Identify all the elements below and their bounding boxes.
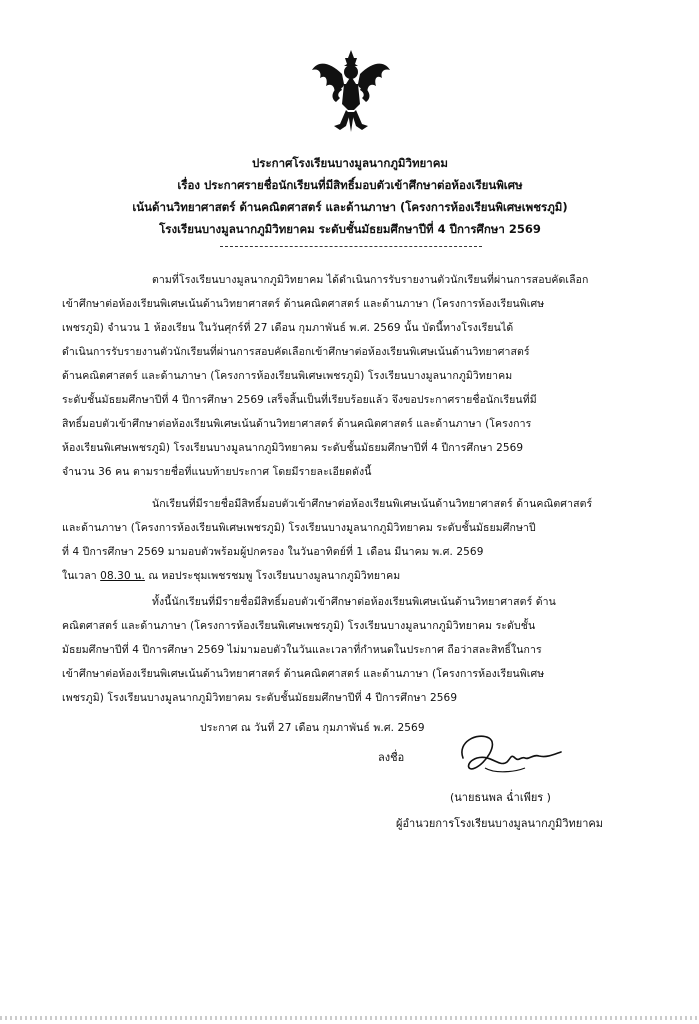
signer-name: (นายธนพล ฉ่ำเพียร ) xyxy=(450,791,551,804)
paragraph-3-line: คณิตศาสตร์ และด้านภาษา (โครงการห้องเรียนพิเศษเพชรภูมิ) โรงเรียนบางมูลนากภูมิวิทยาคม ระดับชั้น xyxy=(62,620,536,632)
announcement-subject-line3: โรงเรียนบางมูลนากภูมิวิทยาคม ระดับชั้นมัธยมศึกษาปีที่ 4 ปีการศึกษา 2569 xyxy=(159,222,541,236)
signer-position: ผู้อำนวยการโรงเรียนบางมูลนากภูมิวิทยาคม xyxy=(396,817,603,830)
paragraph-2-line: นักเรียนที่มีรายชื่อมีสิทธิ์มอบตัวเข้าศึกษาต่อห้องเรียนพิเศษเน้นด้านวิทยาศาสตร์ ด้านคณิตศาสตร์ xyxy=(152,498,593,510)
handwritten-signature xyxy=(455,728,565,780)
paragraph-1-line: ห้องเรียนพิเศษเพชรภูมิ) โรงเรียนบางมูลนากภูมิวิทยาคม ระดับชั้นมัธยมศึกษาปีที่ 4 ปีการศึกษา 2569 xyxy=(62,442,524,454)
paragraph-1-line: ดำเนินการรับรายงานตัวนักเรียนที่ผ่านการสอบคัดเลือกเข้าศึกษาต่อห้องเรียนพิเศษเน้นด้านวิทยาศาสตร์ xyxy=(62,346,530,358)
paragraph-1-line: ด้านคณิตศาสตร์ และด้านภาษา (โครงการห้องเรียนพิเศษเพชรภูมิ) โรงเรียนบางมูลนากภูมิวิทยาคม xyxy=(62,370,513,382)
paragraph-3-line: ทั้งนี้นักเรียนที่มีรายชื่อมีสิทธิ์มอบตัวเข้าศึกษาต่อห้องเรียนพิเศษเน้นด้านวิทยาศาสตร์ ด้าน xyxy=(152,596,556,608)
paragraph-3-line: เข้าศึกษาต่อห้องเรียนพิเศษเน้นด้านวิทยาศาสตร์ ด้านคณิตศาสตร์ และด้านภาษา (โครงการห้องเรียนพิเศษ xyxy=(62,668,545,680)
paragraph-1-line: เพชรภูมิ) จำนวน 1 ห้องเรียน ในวันศุกร์ที่ 27 เดือน กุมภาพันธ์ พ.ศ. 2569 นั้น บัดนี้ทางโรงเรียนได้ xyxy=(62,322,514,334)
garuda-emblem-icon xyxy=(310,48,392,134)
paragraph-3-line: เพชรภูมิ) โรงเรียนบางมูลนากภูมิวิทยาคม ระดับชั้นมัธยมศึกษาปีที่ 4 ปีการศึกษา 2569 xyxy=(62,692,458,704)
paragraph-2-line: และด้านภาษา (โครงการห้องเรียนพิเศษเพชรภูมิ) โรงเรียนบางมูลนากภูมิวิทยาคม ระดับชั้นมัธยมศึกษาปี xyxy=(62,522,536,534)
paragraph-2-time-line xyxy=(62,564,642,588)
scan-edge xyxy=(0,1016,699,1020)
paragraph-1-line: ระดับชั้นมัธยมศึกษาปีที่ 4 ปีการศึกษา 2569 เสร็จสิ้นเป็นที่เรียบร้อยแล้ว จึงขอประกาศรายชื่อนักเรียนที่มี xyxy=(62,394,537,406)
announcement-subject-line2: เน้นด้านวิทยาศาสตร์ ด้านคณิตศาสตร์ และด้านภาษา (โครงการห้องเรียนพิเศษเพชรภูมิ) xyxy=(132,200,568,214)
signature-label: ลงชื่อ xyxy=(378,751,405,764)
announcement-subject: เรื่อง ประกาศรายชื่อนักเรียนที่มีสิทธิ์มอบตัวเข้าศึกษาต่อห้องเรียนพิเศษ xyxy=(177,178,523,192)
paragraph-1-line: ตามที่โรงเรียนบางมูลนากภูมิวิทยาคม ได้ดำเนินการรับรายงานตัวนักเรียนที่ผ่านการสอบคัดเลือก xyxy=(152,274,589,286)
paragraph-1-line: เข้าศึกษาต่อห้องเรียนพิเศษเน้นด้านวิทยาศาสตร์ ด้านคณิตศาสตร์ และด้านภาษา (โครงการห้องเรียนพิเศษ xyxy=(62,298,545,310)
time-value: 08.30 น. xyxy=(100,570,145,582)
venue: ณ หอประชุมเพชรชมพู โรงเรียนบางมูลนากภูมิวิทยาคม xyxy=(144,570,401,582)
paragraph-1-line: สิทธิ์มอบตัวเข้าศึกษาต่อห้องเรียนพิเศษเน้นด้านวิทยาศาสตร์ ด้านคณิตศาสตร์ และด้านภาษา (โครงการ xyxy=(62,418,532,430)
paragraph-3-line: มัธยมศึกษาปีที่ 4 ปีการศึกษา 2569 ไม่มามอบตัวในวันและเวลาที่กำหนดในประกาศ ถือว่าสละสิทธิ์ในการ xyxy=(62,644,542,656)
header-divider xyxy=(220,246,482,247)
announcement-date: ประกาศ ณ วันที่ 27 เดือน กุมภาพันธ์ พ.ศ. 2569 xyxy=(200,722,425,734)
paragraph-1-line: จำนวน 36 คน ตามรายชื่อที่แนบท้ายประกาศ โดยมีรายละเอียดดังนี้ xyxy=(62,466,372,478)
paragraph-2-line: ที่ 4 ปีการศึกษา 2569 มามอบตัวพร้อมผู้ปกครอง ในวันอาทิตย์ที่ 1 เดือน มีนาคม พ.ศ. 2569 xyxy=(62,546,484,558)
time-prefix: ในเวลา xyxy=(62,570,101,582)
announcement-title: ประกาศโรงเรียนบางมูลนากภูมิวิทยาคม xyxy=(252,156,448,170)
